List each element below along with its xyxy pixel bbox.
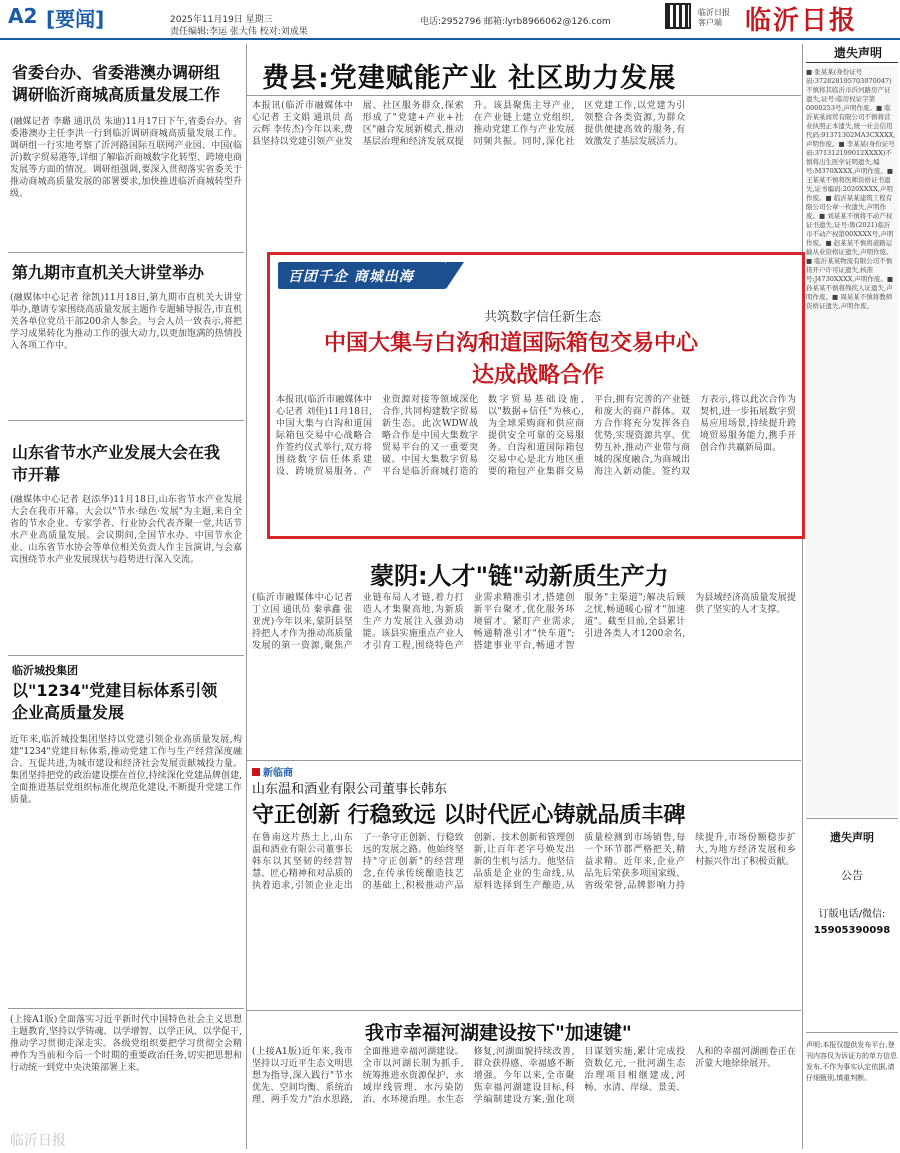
ad-subtitle: 公告: [841, 869, 863, 882]
headline-left-1[interactable]: 省委台办、省委港澳办调研组调研临沂商城高质量发展工作: [12, 63, 221, 104]
headline-mengyin[interactable]: 蒙阴:人才"链"动新质生产力: [370, 562, 669, 590]
headline-wenhe[interactable]: 守正创新 行稳致远 以时代匠心铸就品质丰碑: [252, 803, 686, 828]
article-left-bottom-text: (上接A1版)全面落实习近平新时代中国特色社会主义思想主题教育,坚持以学铸魂、以学增智、以学正风、以学促干,推动学习贯彻走深走实。各级党组织要把学习贯彻全会精神作为当前和今后一个时期的重要政治任务,切实把思想和行动统一到党中央决策部署上来。: [10, 1015, 242, 1073]
article-wenhe-text: 在鲁南这片热土上,山东温和酒业有限公司董事长韩东以其坚韧的经营智慧、匠心精神和对品质的执着追求,引领企业走出了一条守正创新、行稳致远的发展之路。他始终坚持"守正创新"的经营理念,在传承传统酿造技艺的基础上,积极推动产品创新、技术创新和管理创新,让百年老字号焕发出新的生机与活力。他坚信品质是企业的生命线,从原料选择到生产酿造,从质量检测到市场销售,每一个环节都严格把关,精益求精。近年来,企业产品先后荣获多项国家级、省级荣誉,品牌影响力持续提升,市场份额稳步扩大,为地方经济发展和乡村振兴作出了积极贡献。: [252, 833, 796, 891]
editors-line: 责任编辑:李运 张大伟 校对:刘成果: [170, 27, 308, 37]
newspaper-logo: 临沂日报: [745, 6, 858, 36]
sidebar-rule: [806, 62, 898, 63]
date-line: 2025年11月19日 星期三: [170, 15, 273, 25]
column-divider: [802, 44, 803, 1149]
article-left-2-text: (融媒体中心记者 徐凯)11月18日,第九期市直机关大讲堂举办,邀请专家围绕高质量发展主题作专题辅导报告,市直机关各单位党员干部200余人参会。与会人员一致表示,将把学习成果转化为推动工作的强大动力,以更加饱满的热情投入各项工作中。: [10, 293, 242, 351]
column-divider: [246, 44, 247, 1149]
headline-left-4[interactable]: 以"1234"党建目标体系引领企业高质量发展: [12, 681, 218, 722]
row-divider: [8, 1008, 244, 1009]
headline-left-2[interactable]: 第九期市直机关大讲堂举办: [12, 263, 205, 282]
article-left-1-text: (融媒记者 李璐 通讯员 朱迪)11月17日下午,省委台办、省委港澳办主任李洪一行到临沂调研商城高质量发展工作。调研组一行实地考察了沂河路国际互联网产业园、中国(临沂)数字贸易港等,详细了解临沂商城数字化转型、跨境电商发展等方面的情况。调研组强调,要深入贯彻落实省委关于推动商城高质量发展的部署要求,加快推进临沂商城转型升级。: [10, 117, 242, 199]
column-banner: [278, 262, 446, 289]
section-tag-new-merchant: 新临商: [252, 764, 293, 779]
ad-phone-number[interactable]: 15905390098: [813, 925, 891, 936]
article-mengyin-text: (临沂市融媒体中心记者 丁立国 通讯员 秦承鑫 张亚虎)今年以来,蒙阴县坚持把人才作为推动高质量发展的第一资源,聚焦产业链布局人才链,着力打造人才集聚高地,为新质生产力发展注入强劲动能。该县实施重点产业人才引育工程,围绕特色产业需求精准引才,搭建创新平台聚才,优化服务环境留才。紧盯产业需求,畅通精准引才"快车道";搭建事业平台,畅通才智服务"主渠道";解决后顾之忧,畅通暖心留才"加速道"。截至目前,全县累计引进各类人才1200余名,为县域经济高质量发展提供了坚实的人才支撑。: [252, 593, 796, 651]
row-divider: [247, 760, 801, 761]
article-top-story-text: 本报讯(临沂市融媒体中心记者 王文娟 通讯员 高云辉 李传杰)今年以来,费县坚持以党建引领产业发展、社区服务群众,探索形成了"党建+产业+社区"融合发展新模式,推动基层治理和经济发展双提升。该县聚焦主导产业,在产业链上建立党组织,推动党建工作与产业发展同频共振。同时,深化社区党建工作,以党建为引领整合各类资源,为群众提供便捷高效的服务,有效激发了基层发展活力。: [252, 101, 686, 147]
row-divider: [8, 420, 244, 421]
article-left-3-text: (融媒体中心记者 赵添华)11月18日,山东省节水产业发展大会在我市开幕。大会以"节水·绿色·发展"为主题,来自全省的节水企业、专家学者、行业协会代表齐聚一堂,共话节水产业高质量发展。会议期间,全国节水办、中国节水企业、山东省节水协会等单位相关负责人作主旨演讲,与会嘉宾围绕节水产业发展现状与趋势进行深入交流。: [10, 495, 242, 565]
featured-article-text: 本报讯(临沂市融媒体中心记者 刘佳)11月18日,中国大集与白沟和道国际箱包交易中心战略合作签约仪式举行,双方将围绕数字信任体系建设、跨境贸易服务、产业资源对接等领域深化合作,共同构建数字贸易新生态。此次WDW战略合作是中国大集数字贸易平台的又一重要突破。中国大集数字贸易平台是临沂商城打造的数字贸易基础设施,以"数据+信任"为核心,为全球采购商和供应商提供安全可靠的交易服务。白沟和道国际箱包交易中心是北方地区重要的箱包产业集群交易平台,拥有完善的产业链和庞大的商户群体。双方合作将充分发挥各自优势,实现资源共享、优势互补,推动产业带与商城的深度融合,为商城出海注入新动能。签约双方表示,将以此次合作为契机,进一步拓展数字贸易应用场景,持续提升跨境贸易服务能力,携手开创合作共赢新局面。: [276, 395, 796, 477]
ad-phone-label: 订版电话/微信:: [818, 909, 886, 920]
wenhe-kicker: 山东温和酒业有限公司董事长韩东: [252, 782, 448, 797]
contact-line: 电话:2952796 邮箱:lyrb8966062@126.com: [420, 17, 611, 27]
article-left-4-text: 近年来,临沂城投集团坚持以党建引领企业高质量发展,构建"1234"党建目标体系,推动党建工作与生产经营深度融合、互促共进,为城市建设和经济社会发展贡献城投力量。集团坚持把党的政治建设摆在首位,持续深化党建品牌创建,全面推进基层党组织标准化规范化建设,不断提升党建工作质量。: [10, 735, 242, 805]
sidebar-notices: ■ 张某某(身份证号码:372828195703070047)不慎将其临沂市沂河路房产证遗失,证号:临房权证字第0000253号,声明作废。■ 临沂某某商贸有限公司不慎将营业执照正本遗失,统一社会信用代码:91371302MA3CXXXX,声明作废。■ 李某某(身份证号码:371312199012XXXX)不慎将出生医学证明遗失,编号:M370XXXX,声明作废。■ 王某某不慎将医师资格证书遗失,证书编码:2020XXXX,声明作废。■ 临沂某某建筑工程有限公司公章一枚遗失,声明作废。■ 刘某某不慎将不动产权证书遗失,证号:鲁(2021)临沂市不动产权第00XXXX号,声明作废。■ 赵某某不慎将道路运输从业资格证遗失,声明作废。■ 临沂某某物流有限公司不慎将开户许可证遗失,核准号:J4730XXXX,声明作废。■ 孙某某不慎将残疾人证遗失,声明作废。■ 周某某不慎将教师资格证遗失,声明作废。: [806, 68, 896, 310]
headline-left-3[interactable]: 山东省节水产业发展大会在我市开幕: [12, 443, 221, 484]
qr-caption: 临沂日报 客户端: [698, 8, 730, 27]
headline-top-story[interactable]: 费县:党建赋能产业 社区助力发展: [262, 63, 677, 94]
row-divider: [8, 252, 244, 253]
row-divider: [8, 655, 244, 656]
ad-title: 遗失声明: [830, 831, 874, 844]
row-divider: [247, 95, 801, 96]
banner-label: 百团千企 商城出海: [288, 269, 414, 285]
sidebar-disclaimer: 声明:本报仅提供发布平台,登刊内容仅为诉证方的单方信息发布,不作为事实认定依据,请仔细甄别,慎重判断。: [806, 1041, 897, 1082]
sidebar-ad-box: [806, 818, 898, 1033]
featured-headline-line1[interactable]: 中国大集与白沟和道国际箱包交易中心: [324, 331, 699, 356]
row-divider: [247, 1010, 801, 1011]
article-river-text: (上接A1版)近年来,我市坚持以习近平生态文明思想为指导,深入践行"节水优先、空间均衡、系统治理、两手发力"治水思路,全面推进幸福河湖建设。全市以河湖长制为抓手,统筹推进水资源保护、水域岸线管理、水污染防治、水环境治理、水生态修复,河湖面貌持续改善,群众获得感、幸福感不断增强。今年以来,全市聚焦幸福河湖建设目标,科学编制建设方案,强化项目谋划实施,累计完成投资数亿元,一批河湖生态治理项目相继建成,河畅、水清、岸绿、景美、人和的幸福河湖画卷正在沂蒙大地徐徐展开。: [252, 1047, 796, 1105]
headline-river[interactable]: 我市幸福河湖建设按下"加速键": [365, 1022, 632, 1044]
sidebar-title: 遗失声明: [833, 46, 882, 60]
watermark: 临沂日报: [10, 1133, 66, 1149]
section-label: [要闻]: [46, 7, 105, 31]
headline-left-4-kicker: 临沂城投集团: [12, 664, 78, 677]
featured-subtitle: 共筑数字信任新生态: [484, 310, 602, 325]
page-number: A2: [8, 4, 38, 28]
featured-headline-line2[interactable]: 达成战略合作: [472, 363, 605, 388]
qr-code-icon[interactable]: [665, 3, 691, 29]
masthead: [0, 0, 900, 40]
